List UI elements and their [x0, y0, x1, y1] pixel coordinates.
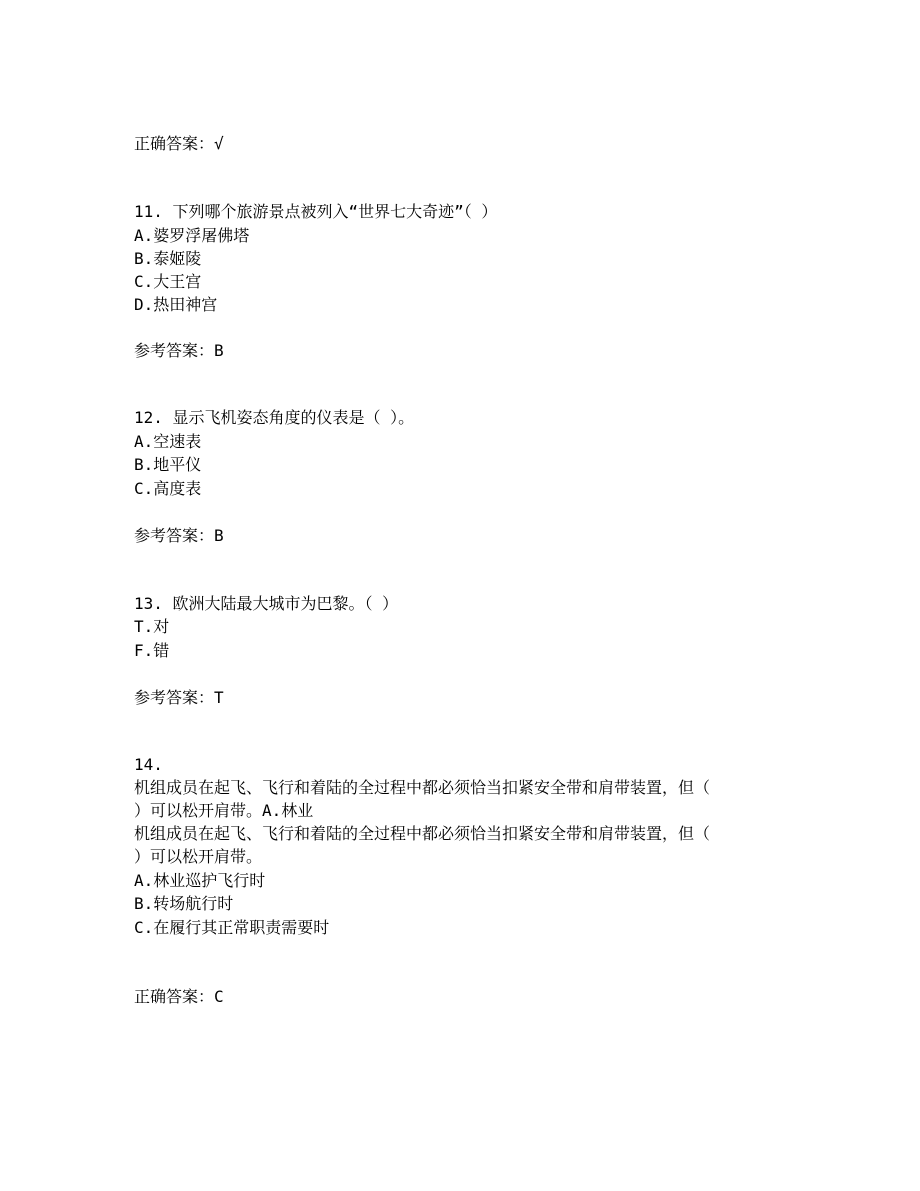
- option-a: A.林业巡护飞行时: [134, 871, 266, 890]
- option-c: C.在履行其正常职责需要时: [134, 918, 330, 937]
- question-stem: 12. 显示飞机姿态角度的仪表是（ ）。: [134, 408, 415, 427]
- reference-answer: 参考答案：B: [134, 526, 224, 545]
- correct-answer: 正确答案：C: [134, 987, 224, 1006]
- reference-answer: 参考答案：T: [134, 688, 224, 707]
- question-stem: 13. 欧洲大陆最大城市为巴黎。（ ）: [134, 594, 399, 613]
- reference-answer: 参考答案：B: [134, 341, 224, 360]
- prev-answer: 正确答案：√: [134, 134, 224, 153]
- question-stem-line: ）可以松开肩带。A.林业: [134, 801, 314, 820]
- option-c: C.大王宫: [134, 272, 202, 291]
- option-a: A.空速表: [134, 432, 202, 451]
- option-b: B.泰姬陵: [134, 249, 202, 268]
- question-stem-line: 机组成员在起飞、飞行和着陆的全过程中都必须恰当扣紧安全带和肩带装置，但（: [134, 824, 711, 843]
- option-c: C.高度表: [134, 479, 202, 498]
- question-stem-line: 机组成员在起飞、飞行和着陆的全过程中都必须恰当扣紧安全带和肩带装置，但（: [134, 778, 711, 797]
- option-b: B.地平仪: [134, 455, 202, 474]
- question-stem: 11. 下列哪个旅游景点被列入“世界七大奇迹”（ ）: [134, 202, 498, 221]
- option-f: F.错: [134, 641, 170, 660]
- option-b: B.转场航行时: [134, 894, 234, 913]
- option-t: T.对: [134, 617, 170, 636]
- question-stem-line: ）可以松开肩带。: [134, 847, 263, 866]
- option-d: D.热田神宫: [134, 295, 218, 314]
- question-number: 14.: [134, 755, 163, 774]
- option-a: A.婆罗浮屠佛塔: [134, 226, 250, 245]
